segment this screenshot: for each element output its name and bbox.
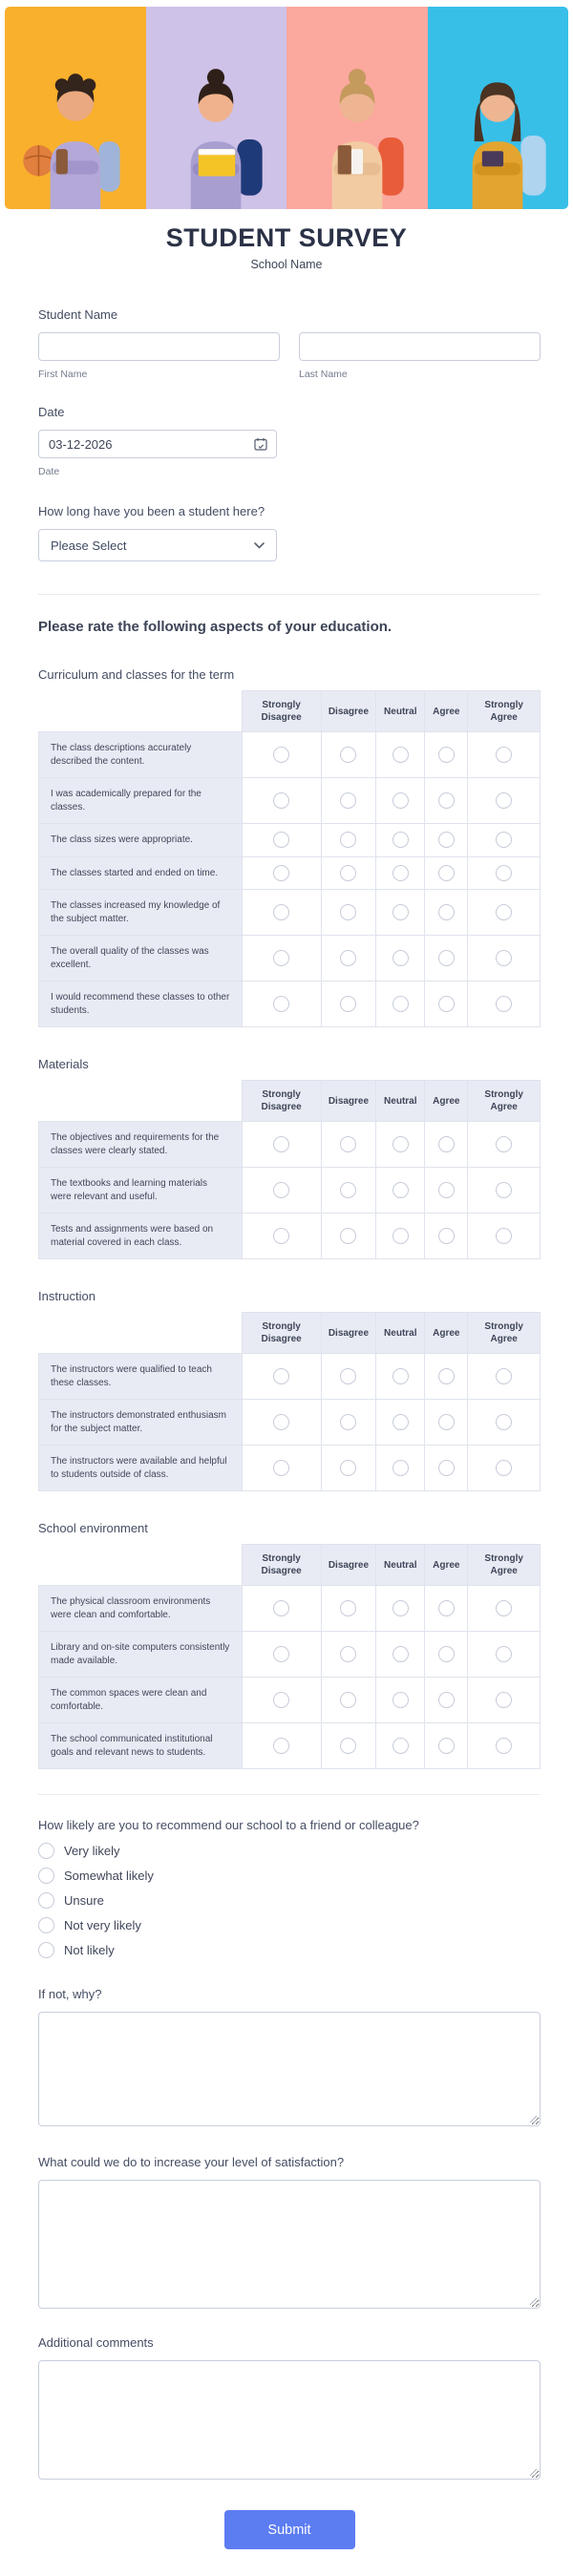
rating-cell[interactable] bbox=[425, 778, 468, 824]
radio-icon bbox=[340, 1738, 356, 1754]
rating-cell[interactable] bbox=[376, 824, 425, 857]
option-header: Strongly Agree bbox=[468, 1081, 541, 1122]
radio-icon bbox=[393, 1692, 409, 1708]
rating-cell[interactable] bbox=[425, 1586, 468, 1632]
option-header: Disagree bbox=[321, 1081, 376, 1122]
rating-cell[interactable] bbox=[242, 1214, 321, 1259]
radio-icon bbox=[393, 792, 409, 809]
radio-icon bbox=[496, 904, 512, 920]
radio-option-label: Not likely bbox=[64, 1943, 115, 1957]
radio-icon bbox=[438, 904, 455, 920]
option-header: Strongly Disagree bbox=[242, 1081, 321, 1122]
radio-icon bbox=[438, 747, 455, 763]
radio-icon bbox=[496, 1228, 512, 1244]
table-row bbox=[39, 1122, 541, 1168]
rating-cell[interactable] bbox=[242, 1586, 321, 1632]
corner-cell bbox=[39, 1081, 243, 1122]
rating-cell[interactable] bbox=[425, 1723, 468, 1769]
rating-cell[interactable] bbox=[376, 1400, 425, 1446]
rating-cell[interactable] bbox=[376, 1586, 425, 1632]
rating-cell[interactable] bbox=[425, 1400, 468, 1446]
radio-icon bbox=[38, 1917, 54, 1933]
radio-icon bbox=[38, 1892, 54, 1909]
radio-option-label: Somewhat likely bbox=[64, 1869, 154, 1883]
rating-cell[interactable] bbox=[376, 732, 425, 778]
radio-icon bbox=[393, 1646, 409, 1662]
radio-icon bbox=[438, 1646, 455, 1662]
rating-cell[interactable] bbox=[242, 1400, 321, 1446]
row-label: The common spaces were clean and comfortable. bbox=[39, 1678, 243, 1723]
rating-cell[interactable] bbox=[376, 982, 425, 1027]
rating-cell[interactable] bbox=[468, 1400, 541, 1446]
row-label: The instructors were available and helpful to students outside of class. bbox=[39, 1446, 243, 1491]
radio-icon bbox=[340, 1692, 356, 1708]
rating-table-curriculum bbox=[38, 690, 541, 1027]
student-name-field bbox=[38, 307, 541, 380]
option-header: Strongly Agree bbox=[468, 691, 541, 732]
rating-cell[interactable] bbox=[242, 856, 321, 890]
why-not-label: If not, why? bbox=[38, 1987, 102, 2001]
rating-cell[interactable] bbox=[425, 936, 468, 982]
rating-cell[interactable] bbox=[468, 778, 541, 824]
radio-icon bbox=[496, 1182, 512, 1198]
radio-icon bbox=[273, 904, 289, 920]
table-row bbox=[39, 732, 541, 778]
rating-cell[interactable] bbox=[468, 890, 541, 936]
radio-icon bbox=[273, 1692, 289, 1708]
radio-icon bbox=[273, 832, 289, 848]
rating-cell[interactable] bbox=[376, 1723, 425, 1769]
date-label: Date bbox=[38, 405, 65, 419]
radio-icon bbox=[273, 792, 289, 809]
comments-label: Additional comments bbox=[38, 2335, 154, 2350]
row-label: The objectives and requirements for the classes were clearly stated. bbox=[39, 1122, 243, 1168]
rating-cell[interactable] bbox=[376, 856, 425, 890]
rating-cell[interactable] bbox=[468, 982, 541, 1027]
radio-option-not-likely[interactable] bbox=[38, 1942, 541, 1958]
radio-icon bbox=[273, 747, 289, 763]
table-title-curriculum: Curriculum and classes for the term bbox=[38, 667, 235, 682]
radio-icon bbox=[496, 1414, 512, 1430]
radio-icon bbox=[273, 1600, 289, 1616]
option-header: Agree bbox=[425, 1081, 468, 1122]
chevron-down-icon bbox=[254, 542, 265, 549]
rating-cell[interactable] bbox=[242, 936, 321, 982]
table-header-row bbox=[39, 1313, 541, 1354]
rating-cell[interactable] bbox=[321, 1723, 376, 1769]
rating-cell[interactable] bbox=[242, 982, 321, 1027]
radio-icon bbox=[273, 1228, 289, 1244]
recommend-label: How likely are you to recommend our school to a friend or colleague? bbox=[38, 1818, 419, 1832]
student-photo-boy-basketball bbox=[5, 7, 146, 209]
table-header-row bbox=[39, 1545, 541, 1586]
student-name-label: Student Name bbox=[38, 307, 118, 322]
row-label: I would recommend these classes to other students. bbox=[39, 982, 243, 1027]
option-header: Agree bbox=[425, 691, 468, 732]
table-row bbox=[39, 1678, 541, 1723]
first-name-sublabel: First Name bbox=[38, 369, 88, 380]
radio-icon bbox=[273, 865, 289, 881]
radio-icon bbox=[438, 1460, 455, 1476]
radio-icon bbox=[496, 747, 512, 763]
radio-icon bbox=[340, 950, 356, 966]
rating-table-materials bbox=[38, 1080, 541, 1259]
rating-cell[interactable] bbox=[468, 732, 541, 778]
radio-icon bbox=[273, 1182, 289, 1198]
rating-cell[interactable] bbox=[468, 1632, 541, 1678]
table-row bbox=[39, 982, 541, 1027]
row-label: The class descriptions accurately described the content. bbox=[39, 732, 243, 778]
recommend-field bbox=[38, 1818, 541, 1958]
rating-cell[interactable] bbox=[321, 1400, 376, 1446]
rating-cell[interactable] bbox=[468, 1354, 541, 1400]
radio-icon bbox=[340, 1136, 356, 1152]
radio-icon bbox=[340, 1600, 356, 1616]
date-field bbox=[38, 405, 541, 477]
comments-field bbox=[38, 2335, 541, 2480]
rating-cell[interactable] bbox=[376, 1214, 425, 1259]
radio-icon bbox=[340, 1182, 356, 1198]
radio-icon bbox=[438, 1136, 455, 1152]
radio-icon bbox=[340, 865, 356, 881]
radio-icon bbox=[340, 832, 356, 848]
radio-icon bbox=[438, 792, 455, 809]
radio-icon bbox=[438, 1182, 455, 1198]
radio-icon bbox=[438, 832, 455, 848]
rating-cell[interactable] bbox=[242, 1446, 321, 1491]
rating-cell[interactable] bbox=[425, 856, 468, 890]
rating-cell[interactable] bbox=[242, 1723, 321, 1769]
option-header: Neutral bbox=[376, 1081, 425, 1122]
rating-cell[interactable] bbox=[321, 1586, 376, 1632]
radio-icon bbox=[273, 996, 289, 1012]
radio-icon bbox=[496, 792, 512, 809]
rating-cell[interactable] bbox=[242, 732, 321, 778]
radio-icon bbox=[340, 747, 356, 763]
radio-icon bbox=[38, 1843, 54, 1859]
page-title: STUDENT SURVEY bbox=[165, 223, 408, 252]
rating-table-instruction bbox=[38, 1312, 541, 1491]
student-photo-girl-yellow-sweater bbox=[428, 7, 569, 209]
table-row bbox=[39, 1214, 541, 1259]
rating-cell[interactable] bbox=[376, 1446, 425, 1491]
option-header: Neutral bbox=[376, 1545, 425, 1586]
radio-icon bbox=[340, 996, 356, 1012]
rating-table-school-environment bbox=[38, 1544, 541, 1769]
rating-cell[interactable] bbox=[425, 824, 468, 857]
rating-cell[interactable] bbox=[242, 1122, 321, 1168]
rating-cell[interactable] bbox=[321, 1168, 376, 1214]
table-row bbox=[39, 1723, 541, 1769]
date-sublabel: Date bbox=[38, 466, 60, 477]
satisfaction-label: What could we do to increase your level of satisfaction? bbox=[38, 2155, 345, 2169]
page-subtitle: School Name bbox=[250, 258, 323, 271]
option-header: Agree bbox=[425, 1545, 468, 1586]
option-header: Neutral bbox=[376, 1313, 425, 1354]
rating-cell[interactable] bbox=[468, 856, 541, 890]
row-label: The physical classroom environments were clean and comfortable. bbox=[39, 1586, 243, 1632]
table-title-materials: Materials bbox=[38, 1057, 89, 1071]
radio-icon bbox=[496, 1692, 512, 1708]
rating-cell[interactable] bbox=[242, 1678, 321, 1723]
radio-icon bbox=[393, 996, 409, 1012]
radio-icon bbox=[393, 832, 409, 848]
rating-cell[interactable] bbox=[321, 1446, 376, 1491]
rating-cell[interactable] bbox=[242, 1632, 321, 1678]
radio-icon bbox=[393, 747, 409, 763]
rating-cell[interactable] bbox=[321, 1122, 376, 1168]
radio-option-very-likely[interactable] bbox=[38, 1843, 541, 1859]
radio-icon bbox=[340, 1646, 356, 1662]
radio-icon bbox=[496, 950, 512, 966]
table-row bbox=[39, 856, 541, 890]
corner-cell bbox=[39, 691, 243, 732]
table-title-instruction: Instruction bbox=[38, 1289, 96, 1303]
radio-option-unsure[interactable] bbox=[38, 1892, 541, 1909]
section-divider bbox=[38, 594, 541, 595]
submit-button[interactable]: Submit bbox=[224, 2510, 355, 2549]
rating-cell[interactable] bbox=[321, 1354, 376, 1400]
tenure-select[interactable] bbox=[38, 529, 277, 561]
option-header: Disagree bbox=[321, 1313, 376, 1354]
rating-cell[interactable] bbox=[425, 1214, 468, 1259]
rating-cell[interactable] bbox=[321, 824, 376, 857]
rating-cell[interactable] bbox=[321, 890, 376, 936]
radio-icon bbox=[273, 1414, 289, 1430]
radio-icon bbox=[393, 1228, 409, 1244]
option-header: Strongly Disagree bbox=[242, 1545, 321, 1586]
radio-icon bbox=[340, 1414, 356, 1430]
rating-section-heading: Please rate the following aspects of your education. bbox=[38, 619, 393, 635]
radio-icon bbox=[340, 1228, 356, 1244]
rating-cell[interactable] bbox=[425, 1678, 468, 1723]
radio-option-label: Very likely bbox=[64, 1844, 120, 1858]
rating-cell[interactable] bbox=[242, 778, 321, 824]
satisfaction-field bbox=[38, 2155, 541, 2309]
radio-icon bbox=[393, 1460, 409, 1476]
rating-cell[interactable] bbox=[468, 1678, 541, 1723]
rating-cell[interactable] bbox=[468, 1168, 541, 1214]
radio-icon bbox=[273, 1738, 289, 1754]
rating-cell[interactable] bbox=[376, 1168, 425, 1214]
rating-cell[interactable] bbox=[321, 936, 376, 982]
radio-icon bbox=[496, 832, 512, 848]
rating-cell[interactable] bbox=[468, 824, 541, 857]
row-label: The overall quality of the classes was excellent. bbox=[39, 936, 243, 982]
radio-icon bbox=[393, 1368, 409, 1384]
student-illustration bbox=[439, 64, 556, 209]
student-illustration bbox=[158, 64, 274, 209]
radio-icon bbox=[273, 1368, 289, 1384]
rating-cell[interactable] bbox=[376, 936, 425, 982]
radio-icon bbox=[438, 996, 455, 1012]
table-row bbox=[39, 1586, 541, 1632]
last-name-input[interactable] bbox=[299, 332, 541, 361]
option-header: Strongly Disagree bbox=[242, 1313, 321, 1354]
table-header-row bbox=[39, 691, 541, 732]
rating-cell[interactable] bbox=[321, 1214, 376, 1259]
radio-option-not-very-likely[interactable] bbox=[38, 1917, 541, 1933]
row-label: Library and on-site computers consistently made available. bbox=[39, 1632, 243, 1678]
radio-icon bbox=[393, 1600, 409, 1616]
table-row bbox=[39, 890, 541, 936]
corner-cell bbox=[39, 1313, 243, 1354]
radio-icon bbox=[496, 1368, 512, 1384]
rating-cell[interactable] bbox=[242, 824, 321, 857]
student-photo-girl-bun-books bbox=[146, 7, 287, 209]
rating-cell[interactable] bbox=[376, 1678, 425, 1723]
satisfaction-textarea[interactable] bbox=[38, 2180, 541, 2309]
radio-icon bbox=[438, 1414, 455, 1430]
section-divider bbox=[38, 1794, 541, 1795]
radio-icon bbox=[393, 1182, 409, 1198]
tenure-field bbox=[38, 504, 541, 561]
radio-icon bbox=[496, 1136, 512, 1152]
radio-icon bbox=[340, 1368, 356, 1384]
option-header: Disagree bbox=[321, 691, 376, 732]
radio-icon bbox=[438, 1368, 455, 1384]
table-row bbox=[39, 1168, 541, 1214]
radio-icon bbox=[438, 1738, 455, 1754]
rating-cell[interactable] bbox=[468, 1122, 541, 1168]
rating-cell[interactable] bbox=[321, 982, 376, 1027]
radio-icon bbox=[393, 1136, 409, 1152]
why-not-field bbox=[38, 1987, 541, 2126]
radio-icon bbox=[273, 1646, 289, 1662]
radio-option-label: Not very likely bbox=[64, 1918, 141, 1932]
radio-icon bbox=[393, 904, 409, 920]
radio-icon bbox=[496, 1646, 512, 1662]
radio-icon bbox=[38, 1868, 54, 1884]
table-row bbox=[39, 1632, 541, 1678]
table-row bbox=[39, 936, 541, 982]
radio-icon bbox=[393, 865, 409, 881]
rating-cell[interactable] bbox=[321, 732, 376, 778]
table-header-row bbox=[39, 1081, 541, 1122]
option-header: Agree bbox=[425, 1313, 468, 1354]
radio-icon bbox=[38, 1942, 54, 1958]
table-row bbox=[39, 778, 541, 824]
student-illustration bbox=[17, 64, 134, 209]
radio-icon bbox=[496, 865, 512, 881]
student-survey-form bbox=[0, 7, 573, 2549]
table-row bbox=[39, 1354, 541, 1400]
rating-cell[interactable] bbox=[425, 1122, 468, 1168]
rating-cell[interactable] bbox=[468, 1214, 541, 1259]
student-photo-girl-peach-books bbox=[286, 7, 428, 209]
radio-icon bbox=[340, 1460, 356, 1476]
option-header: Strongly Agree bbox=[468, 1313, 541, 1354]
rating-cell[interactable] bbox=[425, 1632, 468, 1678]
rating-cell[interactable] bbox=[425, 1168, 468, 1214]
radio-icon bbox=[393, 950, 409, 966]
row-label: The instructors demonstrated enthusiasm for the subject matter. bbox=[39, 1400, 243, 1446]
why-not-textarea[interactable] bbox=[38, 2012, 541, 2126]
rating-cell[interactable] bbox=[321, 856, 376, 890]
radio-icon bbox=[496, 1600, 512, 1616]
row-label: The textbooks and learning materials were relevant and useful. bbox=[39, 1168, 243, 1214]
rating-cell[interactable] bbox=[468, 1446, 541, 1491]
corner-cell bbox=[39, 1545, 243, 1586]
row-label: The school communicated institutional goals and relevant news to students. bbox=[39, 1723, 243, 1769]
tenure-label: How long have you been a student here? bbox=[38, 504, 265, 518]
radio-icon bbox=[393, 1738, 409, 1754]
radio-icon bbox=[340, 904, 356, 920]
row-label: I was academically prepared for the classes. bbox=[39, 778, 243, 824]
row-label: The class sizes were appropriate. bbox=[39, 824, 243, 857]
table-row bbox=[39, 824, 541, 857]
rating-cell[interactable] bbox=[425, 732, 468, 778]
radio-option-somewhat-likely[interactable] bbox=[38, 1868, 541, 1884]
rating-cell[interactable] bbox=[425, 982, 468, 1027]
rating-cell[interactable] bbox=[376, 778, 425, 824]
rating-cell[interactable] bbox=[468, 1586, 541, 1632]
radio-icon bbox=[273, 1460, 289, 1476]
radio-icon bbox=[438, 1692, 455, 1708]
rating-cell[interactable] bbox=[242, 1354, 321, 1400]
table-row bbox=[39, 1400, 541, 1446]
date-input[interactable] bbox=[38, 430, 277, 458]
radio-option-label: Unsure bbox=[64, 1893, 104, 1908]
rating-cell[interactable] bbox=[321, 778, 376, 824]
row-label: The classes increased my knowledge of the subject matter. bbox=[39, 890, 243, 936]
rating-cell[interactable] bbox=[376, 890, 425, 936]
option-header: Strongly Agree bbox=[468, 1545, 541, 1586]
radio-icon bbox=[273, 1136, 289, 1152]
radio-icon bbox=[438, 1228, 455, 1244]
option-header: Disagree bbox=[321, 1545, 376, 1586]
last-name-sublabel: Last Name bbox=[299, 369, 348, 380]
option-header: Strongly Disagree bbox=[242, 691, 321, 732]
first-name-input[interactable] bbox=[38, 332, 280, 361]
rating-cell[interactable] bbox=[468, 1723, 541, 1769]
radio-icon bbox=[496, 1738, 512, 1754]
rating-cell[interactable] bbox=[321, 1678, 376, 1723]
calendar-icon[interactable] bbox=[253, 436, 268, 452]
radio-icon bbox=[496, 996, 512, 1012]
radio-icon bbox=[393, 1414, 409, 1430]
rating-cell[interactable] bbox=[376, 1354, 425, 1400]
radio-icon bbox=[438, 865, 455, 881]
rating-cell[interactable] bbox=[321, 1632, 376, 1678]
tenure-selected-value: Please Select bbox=[51, 538, 127, 553]
rating-cell[interactable] bbox=[242, 890, 321, 936]
comments-textarea[interactable] bbox=[38, 2360, 541, 2480]
radio-icon bbox=[496, 1460, 512, 1476]
radio-icon bbox=[438, 950, 455, 966]
student-illustration bbox=[299, 64, 415, 209]
radio-icon bbox=[340, 792, 356, 809]
rating-cell[interactable] bbox=[242, 1168, 321, 1214]
rating-cell[interactable] bbox=[425, 1354, 468, 1400]
radio-icon bbox=[273, 950, 289, 966]
header-image-banner bbox=[5, 7, 568, 209]
table-row bbox=[39, 1446, 541, 1491]
rating-cell[interactable] bbox=[425, 1446, 468, 1491]
row-label: The classes started and ended on time. bbox=[39, 856, 243, 890]
option-header: Neutral bbox=[376, 691, 425, 732]
rating-cell[interactable] bbox=[376, 1632, 425, 1678]
radio-icon bbox=[438, 1600, 455, 1616]
row-label: Tests and assignments were based on material covered in each class. bbox=[39, 1214, 243, 1259]
rating-cell[interactable] bbox=[425, 890, 468, 936]
row-label: The instructors were qualified to teach these classes. bbox=[39, 1354, 243, 1400]
rating-cell[interactable] bbox=[468, 936, 541, 982]
rating-cell[interactable] bbox=[376, 1122, 425, 1168]
table-title-school-environment: School environment bbox=[38, 1521, 148, 1535]
